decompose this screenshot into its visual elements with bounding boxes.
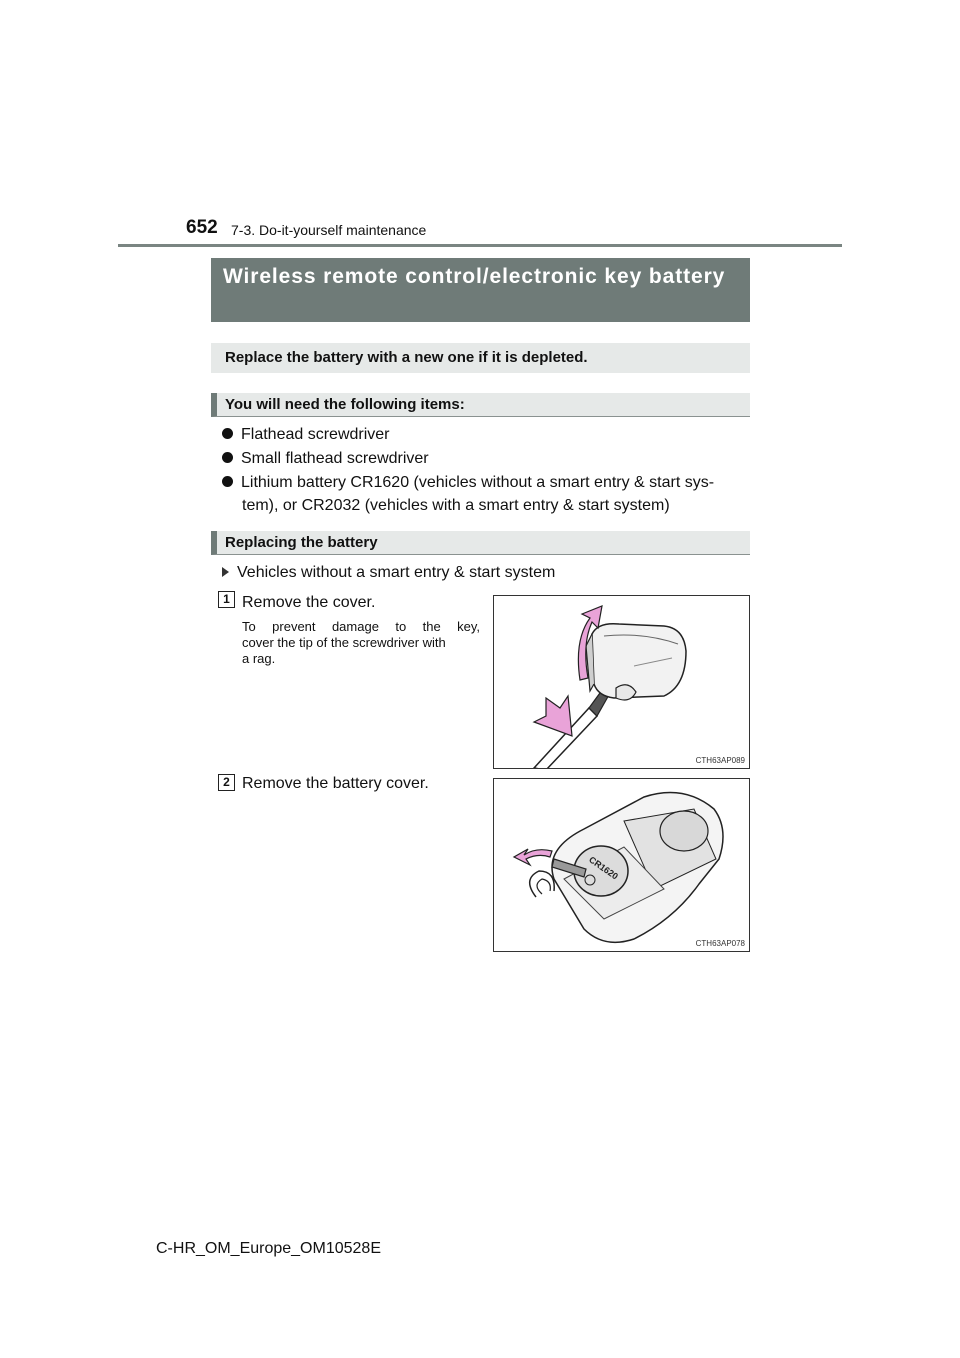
items-heading: You will need the following items: xyxy=(211,393,750,417)
figure-code: CTH63AP078 xyxy=(695,939,745,948)
bullet-dot-icon xyxy=(222,476,233,487)
step-number-1: 1 xyxy=(218,591,235,608)
battery-label: CR1620 xyxy=(587,854,620,882)
item-bullet xyxy=(222,447,429,471)
step-1-note xyxy=(242,619,480,667)
step-2-text: Remove the battery cover. xyxy=(242,775,429,792)
open-key-battery-illustration xyxy=(494,779,750,952)
figure-code: CTH63AP089 xyxy=(695,756,745,765)
bullet-dot-icon xyxy=(222,428,233,439)
item-text: Lithium battery CR1620 (vehicles without a smart entry & start sys- xyxy=(241,474,715,491)
header-rule xyxy=(118,244,842,247)
note-line: a rag. xyxy=(242,651,276,666)
step-number-2: 2 xyxy=(218,774,235,791)
triangle-bullet-icon xyxy=(222,567,229,577)
item-text: Small flathead screwdriver xyxy=(241,450,429,467)
intro-box: Replace the battery with a new one if it is depleted. xyxy=(211,343,750,373)
page-number: 652 xyxy=(186,217,218,238)
replacing-heading: Replacing the battery xyxy=(211,531,750,555)
section-label: 7-3. Do-it-yourself maintenance xyxy=(231,222,427,238)
bullet-dot-icon xyxy=(222,452,233,463)
item-text-continued: tem), or CR2032 (vehicles with a smart entry & start system) xyxy=(242,497,670,514)
vehicle-variant xyxy=(222,561,555,585)
footer-doc-id: C-HR_OM_Europe_OM10528E xyxy=(156,1240,381,1257)
main-title: Wireless remote control/electronic key battery xyxy=(211,258,750,322)
note-line: cover the tip of the screwdriver with xyxy=(242,635,446,650)
vehicle-variant-text: Vehicles without a smart entry & start system xyxy=(237,564,556,581)
key-and-screwdriver-illustration xyxy=(494,596,750,769)
figure-remove-battery-cover xyxy=(493,778,750,952)
step-1-text: Remove the cover. xyxy=(242,594,376,611)
item-bullet xyxy=(222,423,390,447)
figure-remove-cover xyxy=(493,595,750,769)
item-bullet xyxy=(222,471,714,495)
item-text: Flathead screwdriver xyxy=(241,426,390,443)
note-line: To prevent damage to the key, xyxy=(242,619,480,634)
